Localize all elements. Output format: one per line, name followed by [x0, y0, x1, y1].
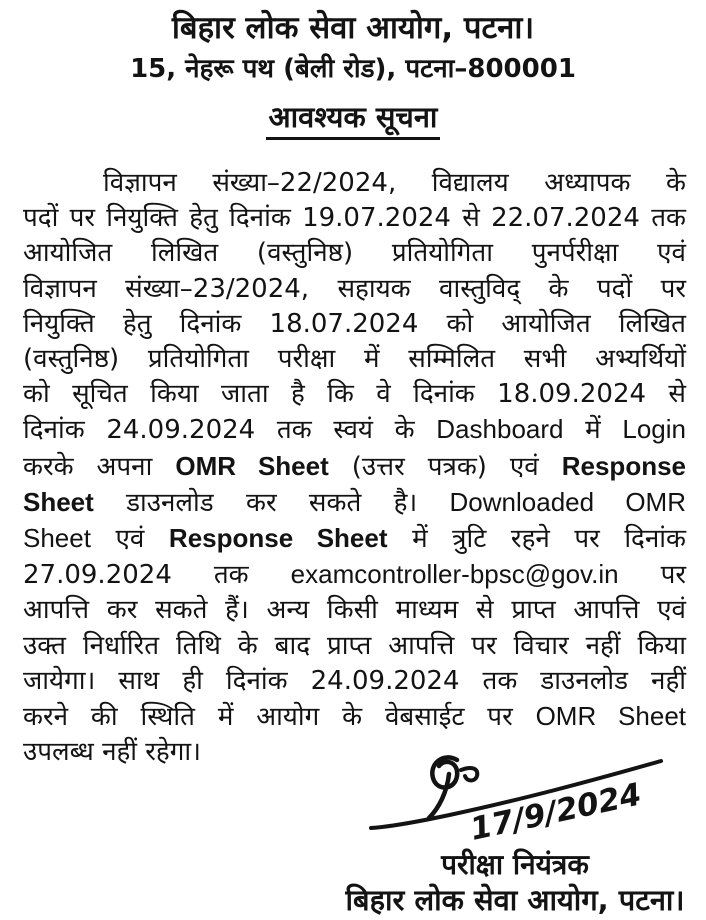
body-line [23, 342, 686, 377]
body-segment: आपत्ति कर सकते हैं। अन्य किसी माध्यम से प्राप्त आपत्ति एवं [23, 595, 686, 626]
body-segment-latin-bold: Response [561, 450, 686, 481]
body-segment-latin-bold: OMR Sheet [175, 450, 329, 481]
body-line [23, 449, 686, 485]
body-line [23, 412, 686, 448]
signature-scribble-tail [461, 768, 477, 781]
body-segment: विज्ञापन संख्या–23/2024, सहायक वास्तुविद् के पदों पर [23, 273, 686, 304]
body-segment: करके अपना [23, 451, 176, 482]
body-line [23, 377, 686, 412]
body-line [23, 166, 686, 201]
org-address: 15, नेहरू पथ (बेली रोड), पटना–800001 [130, 54, 576, 84]
body-segment: डाउनलोड कर सकते है। [93, 487, 450, 518]
body-line [23, 629, 686, 664]
body-line [23, 307, 686, 342]
body-segment: नियुक्ति हेतु दिनांक 18.07.2024 को आयोजित लिखित [23, 308, 686, 339]
body-line [23, 236, 686, 271]
body-segment-latin: OMR Sheet [535, 701, 687, 732]
body-line [23, 521, 686, 557]
body-segment: (उत्तर पत्रक) एवं [328, 451, 562, 482]
notice-body [0, 166, 706, 770]
body-segment: पर [618, 560, 686, 591]
signatory-designation: परीक्षा नियंत्रक [441, 848, 589, 881]
signatory-organization: बिहार लोक सेवा आयोग, पटना। [345, 883, 685, 917]
body-line [23, 201, 686, 236]
body-segment: (वस्तुनिष्ठ) प्रतियोगिता परीक्षा में सम्मिलित सभी अभ्यर्थियों [23, 344, 686, 375]
heading-wrap [0, 100, 706, 140]
body-segment-latin: examcontroller-bpsc@gov.in [290, 559, 619, 590]
body-line [23, 272, 686, 307]
body-segment-latin: Login [622, 414, 686, 445]
body-segment: 27.09.2024 तक [23, 560, 291, 591]
body-line [23, 485, 686, 521]
body-segment: उक्त निर्धारित तिथि के बाद प्राप्त आपत्ति पर विचार नहीं किया [23, 630, 686, 661]
body-segment: में त्रुटि रहने पर दिनांक [387, 524, 686, 555]
body-segment: दिनांक 24.09.2024 तक स्वयं के [23, 415, 437, 446]
body-segment: को सूचित किया जाता है कि वे दिनांक 18.09.2024 से [23, 379, 686, 410]
body-segment: उपलब्ध नहीं रहेगा। [23, 737, 201, 768]
body-line [23, 699, 686, 735]
org-title: बिहार लोक सेवा आयोग, पटना। [171, 10, 535, 46]
body-segment-latin-bold: Sheet [23, 486, 94, 517]
signature-block [324, 752, 706, 918]
signature-date: 17/9/2024 [467, 776, 645, 848]
body-segment-latin-bold: Response Sheet [168, 523, 388, 554]
document-header [0, 0, 706, 140]
body-segment-latin: Dashboard [436, 414, 564, 445]
body-segment-latin: Downloaded OMR [449, 486, 686, 517]
body-line [23, 664, 686, 699]
body-line [23, 593, 686, 628]
body-segment: पदों पर नियुक्ति हेतु दिनांक 19.07.2024 से 22.07.2024 तक [23, 203, 686, 234]
body-segment: जायेगा। साथ ही दिनांक 24.09.2024 तक डाउनलोड नहीं [23, 665, 686, 696]
signature-scribble-icon [429, 757, 457, 818]
body-segment: विज्ञापन संख्या–22/2024, विद्यालय अध्यापक के [103, 168, 686, 198]
signature-graphic [365, 752, 665, 848]
body-segment: एवं [90, 524, 169, 555]
body-segment: में [563, 415, 623, 446]
body-segment-latin: Sheet [23, 523, 91, 554]
body-line [23, 557, 686, 593]
notice-heading: आवश्यक सूचना [266, 100, 441, 140]
body-segment: आयोजित लिखित (वस्तुनिष्ठ) प्रतियोगिता पुनर्परीक्षा एवं [23, 238, 686, 269]
body-segment: करने की स्थिति में आयोग के वेबसाईट पर [23, 702, 536, 733]
